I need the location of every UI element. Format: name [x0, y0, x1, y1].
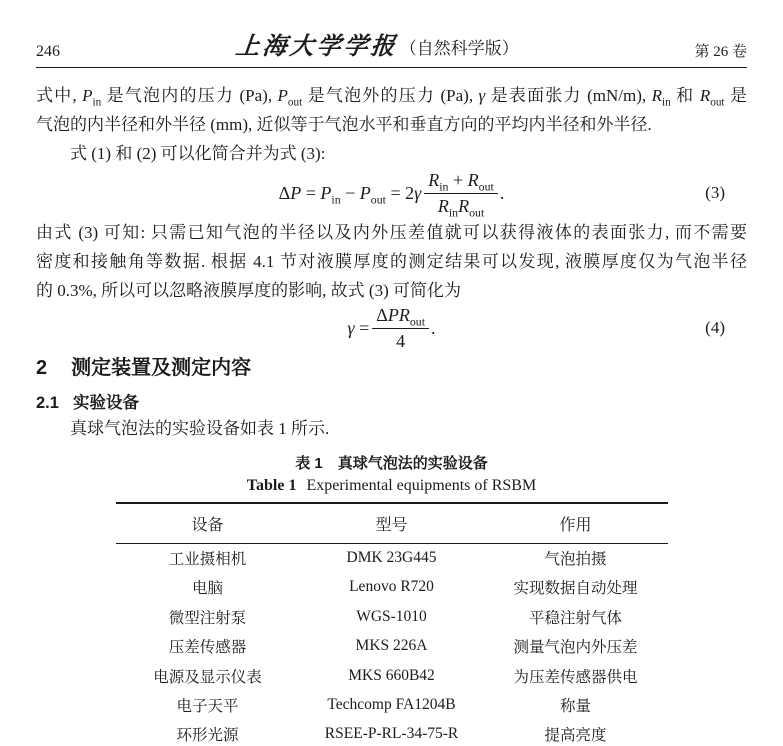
table-cell: 电脑 — [191, 580, 223, 598]
table-row — [116, 602, 668, 632]
table-row — [116, 632, 668, 662]
table-caption-zh: 表 1 真球气泡法的实验设备 — [295, 455, 488, 472]
table-cell: MKS 226A — [355, 637, 428, 655]
table-row — [116, 573, 668, 603]
table-row — [116, 691, 668, 721]
paragraph-line: 气泡的内半径和外半径 (mm), 近似等于气泡水平和垂直方向的平均内半径和外半径. — [36, 115, 652, 134]
equation-3 — [36, 168, 747, 218]
equation-number-3: (3) — [705, 183, 725, 202]
equation-number-4: (4) — [705, 318, 725, 337]
table-row — [116, 661, 668, 691]
equation-3-period: . — [499, 182, 505, 203]
page-header — [36, 0, 747, 68]
table-header-row — [116, 503, 668, 543]
paragraph-line: 真球气泡法的实验设备如表 1 所示. — [70, 419, 330, 438]
table-cell: 测量气泡内外压差 — [513, 639, 638, 657]
fraction-denominator: $R_{in}R_{out}$ — [437, 195, 485, 220]
paragraph-line: 式 (1) 和 (2) 可以化简合并为式 (3): — [70, 144, 326, 163]
fraction — [372, 304, 429, 352]
journal-edition: （自然科学版） — [399, 39, 519, 58]
table-cell: 气泡拍摄 — [544, 551, 607, 568]
table-cell: 平稳注射气体 — [528, 609, 622, 627]
journal-title — [236, 26, 519, 61]
table-cell: 工业摄相机 — [168, 551, 247, 568]
page-number: 246 — [36, 43, 60, 60]
table-caption-en-text: Experimental equipments of RSBM — [306, 477, 537, 494]
paragraph-line: 式中, $P_{in}$ 是气泡内的压力 (Pa), $P_{out}$ 是气泡外的压力 (Pa), γ 是表面张力 (mN/m), $R_{in}$ 和 $R_{out}$ 是 — [36, 86, 747, 109]
paragraph-line: 的 0.3%, 所以可以忽略液膜厚度的影响, 故式 (3) 可简化为 — [36, 281, 461, 300]
table-cell: 压差传感器 — [168, 639, 247, 657]
table-cell: 电子天平 — [176, 698, 239, 716]
table-cell: Lenovo R720 — [349, 578, 434, 596]
column-header-device: 设备 — [116, 503, 300, 543]
column-header-model: 型号 — [300, 503, 484, 543]
table-cell: 环形光源 — [176, 727, 239, 745]
table-row — [116, 720, 668, 746]
fraction-denominator: 4 — [396, 330, 406, 351]
section-number: 2.1 — [36, 394, 59, 412]
section-heading-2 — [36, 356, 747, 380]
table-cell: 称量 — [559, 698, 591, 716]
section-number: 2 — [36, 357, 48, 379]
equation-4-period: . — [431, 317, 436, 338]
column-header-function: 作用 — [484, 503, 668, 543]
fraction-numerator: $\Delta PR_{out}$ — [372, 304, 429, 329]
table-row — [116, 543, 668, 573]
table-cell: 实现数据自动处理 — [513, 580, 638, 598]
volume-label: 第 26 卷 — [694, 44, 747, 60]
table-cell: DMK 23G445 — [346, 549, 437, 566]
equipment-table — [116, 502, 668, 746]
table-cell: Techcomp FA1204B — [327, 696, 456, 714]
section-title: 测定装置及测定内容 — [71, 357, 252, 379]
equation-4 — [36, 305, 747, 351]
table-cell: 电源及显示仪表 — [153, 668, 262, 686]
section-heading-2-1 — [36, 393, 747, 413]
journal-name: 上海大学学报 — [234, 34, 399, 60]
section-title: 实验设备 — [72, 394, 139, 412]
table-cell: MKS 660B42 — [348, 666, 435, 684]
table-caption-en — [36, 475, 747, 496]
table-cell: 提高亮度 — [544, 727, 607, 745]
fraction — [424, 169, 498, 220]
paragraph-line: 由式 (3) 可知: 只需已知气泡的半径以及内外压差值就可以获得液体的表面张力, 而不需要 — [36, 223, 747, 242]
table-cell: 微型注射泵 — [168, 609, 247, 627]
equation-4-lhs: γ = — [347, 317, 370, 338]
table-cell: 为压差传感器供电 — [513, 668, 638, 686]
paragraph-line: 密度和接触角等数据. 根据 4.1 节对液膜厚度的测定结果可以发现, 液膜厚度仅为气泡半径 — [36, 252, 747, 271]
equipment-table-body — [116, 543, 668, 746]
table-caption-en-label: Table 1 — [246, 477, 297, 494]
equation-3-body — [278, 169, 505, 220]
table-cell: RSEE-P-RL-34-75-R — [324, 725, 459, 743]
equation-4-body — [347, 304, 435, 352]
fraction-numerator: $R_{in} + R_{out}$ — [424, 169, 498, 194]
table-cell: WGS-1010 — [356, 607, 427, 625]
equation-3-lhs: $\Delta P = P_{in} - P_{out} = 2\gamma$ — [278, 182, 422, 207]
